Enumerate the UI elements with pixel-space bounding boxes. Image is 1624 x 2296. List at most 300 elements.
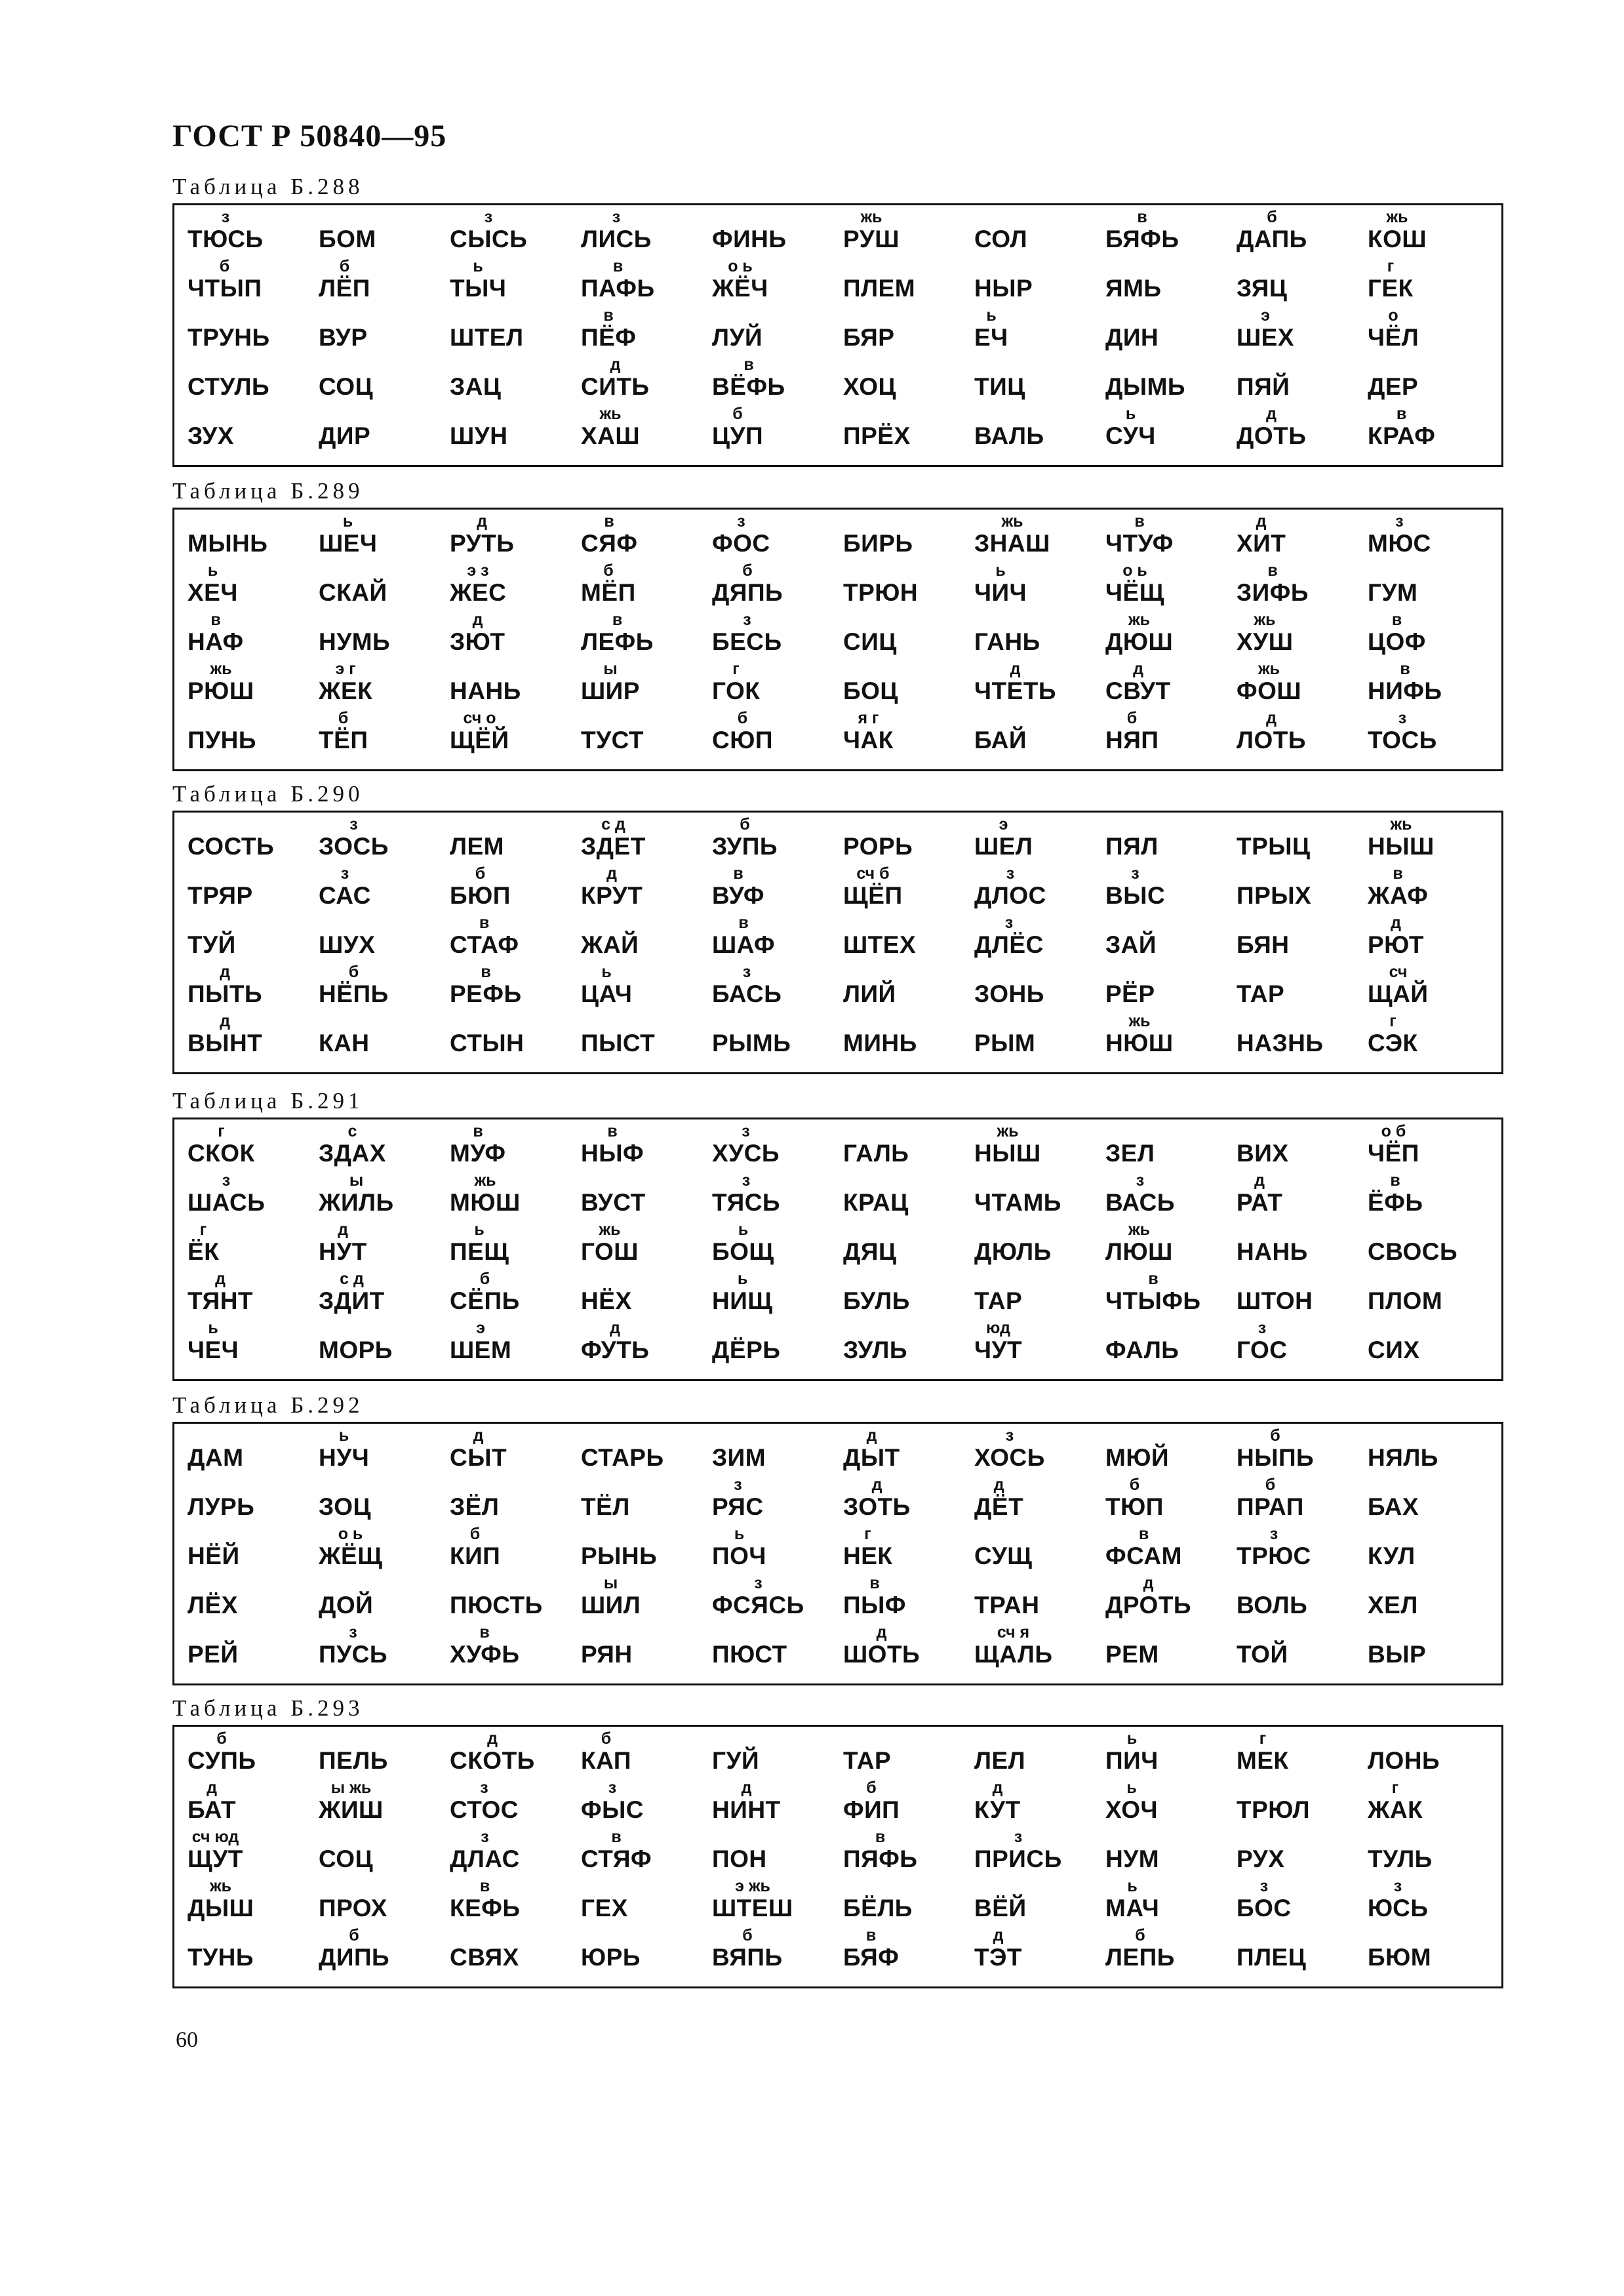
table-cell bbox=[712, 1473, 843, 1522]
table-cell bbox=[1105, 1169, 1237, 1218]
syllable-word: ЧУТ bbox=[974, 1337, 1023, 1363]
superscript-mark: о ь bbox=[338, 1525, 363, 1543]
syllable-word: СЫТ bbox=[450, 1444, 507, 1471]
table-cell bbox=[843, 559, 974, 608]
table-cell bbox=[188, 1218, 319, 1267]
syllable-word: БОС bbox=[1237, 1895, 1292, 1922]
table-cell bbox=[1105, 559, 1237, 608]
superscript-mark: з bbox=[1259, 1877, 1269, 1895]
syllable-word: ВЁЙ bbox=[974, 1895, 1027, 1922]
syllable-word: ПЫТЬ bbox=[188, 980, 263, 1007]
table-cell bbox=[188, 608, 319, 657]
syllable-word: НЯЛЬ bbox=[1368, 1444, 1438, 1471]
syllable-word: ЧТЫП bbox=[188, 275, 262, 302]
syllable-word: РЕЙ bbox=[188, 1641, 239, 1668]
table-cell bbox=[712, 510, 843, 559]
table-cell bbox=[1368, 1825, 1499, 1874]
syllable-word: ПЕЛЬ bbox=[319, 1747, 388, 1774]
table-cell bbox=[450, 1009, 581, 1058]
table-cell bbox=[319, 1776, 450, 1825]
syllable-word: БАТ bbox=[188, 1796, 237, 1823]
syllable-word: СЮП bbox=[712, 727, 773, 754]
table-cell bbox=[1237, 205, 1368, 254]
table-cell bbox=[450, 862, 581, 911]
table-cell bbox=[319, 1571, 450, 1621]
syllable-word: БЯФЬ bbox=[1105, 226, 1179, 252]
table-cell bbox=[450, 1218, 581, 1267]
table-cell bbox=[712, 1169, 843, 1218]
syllable-word: ВУФ bbox=[712, 882, 764, 909]
syllable-word: ТУЙ bbox=[188, 931, 236, 958]
table-cell bbox=[843, 862, 974, 911]
syllable-word: РЁР bbox=[1105, 980, 1155, 1007]
superscript-mark: б bbox=[732, 405, 743, 423]
superscript-mark: б bbox=[742, 1926, 753, 1944]
table-cell bbox=[450, 1267, 581, 1316]
table-cell bbox=[188, 1825, 319, 1874]
syllable-word: КРАЦ bbox=[843, 1189, 909, 1216]
syllable-word: ХУШ bbox=[1237, 628, 1294, 655]
table-row bbox=[188, 1825, 1501, 1874]
table-cell bbox=[319, 911, 450, 960]
table-cell bbox=[1368, 304, 1499, 353]
syllable-word: ХУФЬ bbox=[450, 1641, 520, 1668]
superscript-mark: в bbox=[865, 1926, 877, 1944]
syllable-word: ВЫНТ bbox=[188, 1030, 263, 1057]
superscript-mark: жь bbox=[474, 1171, 496, 1190]
table-cell bbox=[581, 559, 712, 608]
syllable-word: СУЧ bbox=[1105, 422, 1156, 449]
table-cell bbox=[1237, 1218, 1368, 1267]
superscript-mark: ь bbox=[1127, 1877, 1138, 1895]
syllable-word: ЗЁЛ bbox=[450, 1493, 500, 1520]
syllable-word: ФИНЬ bbox=[712, 226, 787, 252]
syllable-word: ДЫШ bbox=[188, 1895, 254, 1922]
table-cell bbox=[581, 706, 712, 755]
syllable-word: ШЕМ bbox=[450, 1337, 512, 1363]
superscript-mark: э bbox=[476, 1319, 485, 1337]
table-cell bbox=[1368, 1119, 1499, 1169]
superscript-mark: ь bbox=[734, 1525, 745, 1543]
table-row bbox=[188, 1009, 1501, 1058]
syllable-word: КИП bbox=[450, 1542, 501, 1569]
table-cell bbox=[450, 510, 581, 559]
table-row bbox=[188, 1218, 1501, 1267]
syllable-word: КРАФ bbox=[1368, 422, 1436, 449]
syllable-word: ПЯЙ bbox=[1237, 373, 1290, 400]
table-cell bbox=[1105, 657, 1237, 706]
syllable-word: ЩЁЙ bbox=[450, 727, 509, 754]
syllable-word: ТЭТ bbox=[974, 1944, 1023, 1971]
syllable-word: ХАШ bbox=[581, 422, 641, 449]
superscript-mark: д bbox=[993, 1926, 1004, 1944]
table-cell bbox=[1237, 510, 1368, 559]
superscript-mark: жь bbox=[599, 1220, 621, 1239]
table-cell bbox=[581, 1316, 712, 1365]
superscript-mark: э жь bbox=[735, 1877, 770, 1895]
syllable-word: ВАЛЬ bbox=[974, 422, 1044, 449]
superscript-mark: б bbox=[603, 561, 614, 580]
syllable-word: СТУЛЬ bbox=[188, 373, 270, 400]
table-cell bbox=[974, 657, 1105, 706]
table-cell bbox=[450, 813, 581, 862]
syllable-word: ДЫМЬ bbox=[1105, 373, 1185, 400]
syllable-word: ЖЁЧ bbox=[712, 275, 768, 302]
syllable-word: НИЩ bbox=[712, 1287, 773, 1314]
syllable-word: ЗЕЛ bbox=[1105, 1140, 1155, 1167]
syllable-word: РЫНЬ bbox=[581, 1542, 658, 1569]
syllable-word: ГЕХ bbox=[581, 1895, 628, 1922]
table-cell bbox=[319, 813, 450, 862]
syllable-word: ТРЫЦ bbox=[1237, 833, 1311, 860]
table-cell bbox=[843, 353, 974, 402]
syllable-word: ШЕЛ bbox=[974, 833, 1033, 860]
syllable-word: ТОЙ bbox=[1237, 1641, 1288, 1668]
table-cell bbox=[712, 1218, 843, 1267]
table-cell bbox=[843, 608, 974, 657]
syllable-word: ФЫС bbox=[581, 1796, 644, 1823]
table-cell bbox=[450, 1169, 581, 1218]
superscript-mark: в bbox=[1400, 660, 1410, 678]
table-caption: Таблица Б.290 bbox=[172, 781, 364, 807]
table-row bbox=[188, 1727, 1501, 1776]
table-row bbox=[188, 706, 1501, 755]
syllable-word: ЗИФЬ bbox=[1237, 579, 1309, 606]
syllable-word: ДОТЬ bbox=[1237, 422, 1307, 449]
syllable-word: ДЕР bbox=[1368, 373, 1419, 400]
table-cell bbox=[1105, 510, 1237, 559]
superscript-mark: жь bbox=[1254, 611, 1276, 629]
syllable-word: ЩАЛЬ bbox=[974, 1641, 1053, 1668]
table-cell bbox=[974, 559, 1105, 608]
superscript-mark: сч я bbox=[997, 1623, 1030, 1641]
syllable-word: БЯН bbox=[1237, 931, 1290, 958]
syllable-word: ФОС bbox=[712, 530, 770, 557]
superscript-mark: ь bbox=[995, 561, 1006, 580]
table-cell bbox=[581, 205, 712, 254]
table-cell bbox=[974, 960, 1105, 1009]
table-cell bbox=[188, 1424, 319, 1473]
syllable-word: ЛИЙ bbox=[843, 980, 896, 1007]
superscript-mark: в bbox=[612, 611, 623, 629]
superscript-mark: д bbox=[207, 1779, 217, 1797]
syllable-word: ШТЕШ bbox=[712, 1895, 793, 1922]
table-cell bbox=[450, 1621, 581, 1670]
table-cell bbox=[188, 911, 319, 960]
table-cell bbox=[1368, 1522, 1499, 1571]
syllable-word: БАХ bbox=[1368, 1493, 1419, 1520]
table-caption: Таблица Б.288 bbox=[172, 174, 364, 199]
superscript-mark: в bbox=[875, 1828, 886, 1846]
syllable-word: КУЛ bbox=[1368, 1542, 1416, 1569]
superscript-mark: д bbox=[992, 1779, 1003, 1797]
syllable-word: ЛЁХ bbox=[188, 1592, 238, 1619]
superscript-mark: б bbox=[1267, 208, 1277, 226]
table-cell bbox=[581, 1923, 712, 1973]
superscript-mark: ь bbox=[473, 257, 483, 275]
syllable-word: ЛЕЛ bbox=[974, 1747, 1026, 1774]
table-cell bbox=[450, 559, 581, 608]
syllable-word: БОМ bbox=[319, 226, 376, 252]
syllable-word: ЖАЙ bbox=[581, 931, 639, 958]
table-cell bbox=[319, 1874, 450, 1923]
table-cell bbox=[188, 402, 319, 451]
syllable-word: РУТЬ bbox=[450, 530, 515, 557]
syllable-word: ДЮЛЬ bbox=[974, 1238, 1052, 1265]
table-cell bbox=[1105, 960, 1237, 1009]
superscript-mark: ь bbox=[207, 561, 218, 580]
table-cell bbox=[843, 1874, 974, 1923]
table-cell bbox=[1105, 1571, 1237, 1621]
superscript-mark: э г bbox=[335, 660, 356, 678]
syllable-word: ЖЕС bbox=[450, 579, 507, 606]
superscript-mark: в bbox=[479, 1877, 490, 1895]
table-cell bbox=[1237, 1621, 1368, 1670]
table-cell bbox=[712, 1825, 843, 1874]
syllable-word: МОРЬ bbox=[319, 1337, 393, 1363]
syllable-word: МУФ bbox=[450, 1140, 506, 1167]
table-row bbox=[188, 254, 1501, 304]
word-table bbox=[172, 475, 1503, 771]
table-cell bbox=[450, 1522, 581, 1571]
table-cell bbox=[843, 657, 974, 706]
syllable-word: ЗАЦ bbox=[450, 373, 502, 400]
table-row bbox=[188, 1119, 1501, 1169]
table-cell bbox=[1368, 1316, 1499, 1365]
syllable-word: ГОС bbox=[1237, 1337, 1288, 1363]
superscript-mark: з bbox=[612, 208, 621, 226]
superscript-mark: в bbox=[1138, 1525, 1149, 1543]
syllable-word: ЗЮТ bbox=[450, 628, 505, 655]
table-cell bbox=[843, 205, 974, 254]
superscript-mark: в bbox=[612, 257, 624, 275]
table-cell bbox=[1368, 1874, 1499, 1923]
table-cell bbox=[581, 608, 712, 657]
syllable-word: СВОСЬ bbox=[1368, 1238, 1458, 1265]
syllable-word: ЩУТ bbox=[188, 1845, 243, 1872]
superscript-mark: д bbox=[741, 1779, 752, 1797]
superscript-mark: б bbox=[1265, 1476, 1276, 1494]
table-row bbox=[188, 1923, 1501, 1973]
table-cell bbox=[712, 1571, 843, 1621]
superscript-mark: э bbox=[999, 815, 1008, 834]
syllable-word: МЮШ bbox=[450, 1189, 521, 1216]
syllable-word: ХОСЬ bbox=[974, 1444, 1045, 1471]
syllable-word: ЖЁЩ bbox=[319, 1542, 383, 1569]
table-cell bbox=[712, 559, 843, 608]
table-cell bbox=[712, 911, 843, 960]
superscript-mark: б bbox=[737, 709, 748, 727]
syllable-word: ЛУРЬ bbox=[188, 1493, 255, 1520]
table-cell bbox=[1105, 1923, 1237, 1973]
superscript-mark: ь bbox=[338, 1426, 349, 1445]
table-cell bbox=[1105, 1424, 1237, 1473]
superscript-mark: г bbox=[218, 1122, 225, 1140]
syllable-word: ЛОНЬ bbox=[1368, 1747, 1440, 1774]
table-cell bbox=[450, 1727, 581, 1776]
syllable-word: БУЛЬ bbox=[843, 1287, 910, 1314]
superscript-mark: з bbox=[222, 1171, 231, 1190]
table-cell bbox=[1105, 1218, 1237, 1267]
syllable-word: ЛЕПЬ bbox=[1105, 1944, 1175, 1971]
table-cell bbox=[581, 254, 712, 304]
syllable-word: ТАР bbox=[843, 1747, 892, 1774]
syllable-word: ДЛАС bbox=[450, 1845, 520, 1872]
table-cell bbox=[581, 304, 712, 353]
superscript-mark: ы bbox=[603, 1574, 618, 1592]
syllable-word: ХЕЧ bbox=[188, 579, 238, 606]
syllable-word: ЗОСЬ bbox=[319, 833, 389, 860]
syllable-word: ЗОТЬ bbox=[843, 1493, 911, 1520]
table-cell bbox=[1368, 657, 1499, 706]
superscript-mark: з bbox=[221, 208, 230, 226]
table-cell bbox=[450, 1424, 581, 1473]
syllable-word: ЧИЧ bbox=[974, 579, 1027, 606]
table-cell bbox=[450, 1825, 581, 1874]
syllable-word: КАП bbox=[581, 1747, 631, 1774]
table-cell bbox=[974, 1571, 1105, 1621]
syllable-word: ТЫЧ bbox=[450, 275, 507, 302]
superscript-mark: б bbox=[219, 257, 230, 275]
table-cell bbox=[974, 1522, 1105, 1571]
syllable-word: ЗЯЦ bbox=[1237, 275, 1288, 302]
table-cell bbox=[1237, 1473, 1368, 1522]
superscript-mark: э bbox=[1261, 306, 1270, 325]
syllable-word: ДЛОС bbox=[974, 882, 1046, 909]
table-cell bbox=[188, 1009, 319, 1058]
superscript-mark: д bbox=[220, 1012, 230, 1030]
table-cell bbox=[1368, 1169, 1499, 1218]
table-cell bbox=[974, 205, 1105, 254]
superscript-mark: г bbox=[864, 1525, 871, 1543]
table-caption: Таблица Б.289 bbox=[172, 478, 364, 504]
syllable-word: ПЯЛ bbox=[1105, 833, 1159, 860]
syllable-word: ПРЫХ bbox=[1237, 882, 1312, 909]
table-cell bbox=[1368, 862, 1499, 911]
syllable-word: НЫР bbox=[974, 275, 1033, 302]
table-cell bbox=[843, 510, 974, 559]
table-cell bbox=[581, 1009, 712, 1058]
syllable-word: СТАФ bbox=[450, 931, 519, 958]
superscript-mark: б bbox=[475, 864, 486, 883]
table-cell bbox=[712, 1267, 843, 1316]
superscript-mark: д bbox=[338, 1220, 348, 1239]
superscript-mark: г bbox=[1389, 1012, 1396, 1030]
table-cell bbox=[1105, 1267, 1237, 1316]
table-cell bbox=[450, 205, 581, 254]
table-cell bbox=[1237, 960, 1368, 1009]
syllable-word: ЗДАХ bbox=[319, 1140, 386, 1167]
table-cell bbox=[1105, 706, 1237, 755]
superscript-mark: з bbox=[737, 512, 745, 531]
superscript-mark: в bbox=[603, 306, 614, 325]
superscript-mark: юд bbox=[986, 1319, 1010, 1337]
syllable-word: НЁЙ bbox=[188, 1542, 240, 1569]
syllable-word: ВИХ bbox=[1237, 1140, 1289, 1167]
syllable-word: ПЮСТЬ bbox=[450, 1592, 543, 1619]
superscript-mark: в bbox=[611, 1828, 622, 1846]
superscript-mark: д bbox=[1391, 914, 1401, 932]
table-row bbox=[188, 813, 1501, 862]
syllable-word: РЕФЬ bbox=[450, 980, 522, 1007]
table-caption: Таблица Б.291 bbox=[172, 1088, 364, 1114]
table-cell bbox=[319, 1825, 450, 1874]
table-cell bbox=[319, 862, 450, 911]
syllable-word: СОСТЬ bbox=[188, 833, 275, 860]
table-grid bbox=[172, 203, 1503, 467]
table-cell bbox=[1105, 1621, 1237, 1670]
table-cell bbox=[1368, 1424, 1499, 1473]
table-cell bbox=[1105, 1825, 1237, 1874]
superscript-mark: д bbox=[610, 1319, 620, 1337]
table-cell bbox=[974, 510, 1105, 559]
syllable-word: ПРЁХ bbox=[843, 422, 911, 449]
syllable-word: ШУН bbox=[450, 422, 508, 449]
table-row bbox=[188, 304, 1501, 353]
superscript-mark: в bbox=[607, 1122, 618, 1140]
superscript-mark: д bbox=[876, 1623, 887, 1641]
table-cell bbox=[1368, 1923, 1499, 1973]
table-cell bbox=[1237, 1522, 1368, 1571]
syllable-word: ЧТЕТЬ bbox=[974, 677, 1056, 704]
syllable-word: НУМ bbox=[1105, 1845, 1160, 1872]
syllable-word: ЗОЦ bbox=[319, 1493, 371, 1520]
table-cell bbox=[581, 1424, 712, 1473]
superscript-mark: з bbox=[1005, 1426, 1014, 1445]
superscript-mark: з bbox=[484, 208, 493, 226]
superscript-mark: жь bbox=[1128, 1012, 1151, 1030]
syllable-word: ГОШ bbox=[581, 1238, 639, 1265]
table-row bbox=[188, 1874, 1501, 1923]
superscript-mark: о ь bbox=[1122, 561, 1147, 580]
syllable-word: ЩАЙ bbox=[1368, 980, 1429, 1007]
syllable-word: СТЯФ bbox=[581, 1845, 652, 1872]
syllable-word: СОЦ bbox=[319, 373, 374, 400]
syllable-word: СЁПЬ bbox=[450, 1287, 520, 1314]
table-cell bbox=[1368, 706, 1499, 755]
superscript-mark: з bbox=[1395, 512, 1404, 531]
syllable-word: РЯС bbox=[712, 1493, 764, 1520]
table-cell bbox=[974, 813, 1105, 862]
table-cell bbox=[974, 1009, 1105, 1058]
table-cell bbox=[1105, 254, 1237, 304]
syllable-word: ЧТЫФЬ bbox=[1105, 1287, 1201, 1314]
syllable-word: ТРУНЬ bbox=[188, 324, 270, 351]
syllable-word: СТОС bbox=[450, 1796, 519, 1823]
table-row bbox=[188, 862, 1501, 911]
syllable-word: РЯН bbox=[581, 1641, 633, 1668]
superscript-mark: б bbox=[348, 963, 359, 981]
table-cell bbox=[1237, 706, 1368, 755]
syllable-word: НЫПЬ bbox=[1237, 1444, 1315, 1471]
table-row bbox=[188, 205, 1501, 254]
syllable-word: БЮП bbox=[450, 882, 511, 909]
syllable-word: ПУСЬ bbox=[319, 1641, 387, 1668]
table-cell bbox=[1368, 911, 1499, 960]
table-cell bbox=[1368, 960, 1499, 1009]
superscript-mark: з bbox=[1258, 1319, 1267, 1337]
syllable-word: ШУХ bbox=[319, 931, 376, 958]
syllable-word: НЫШ bbox=[974, 1140, 1041, 1167]
syllable-word: БЯФ bbox=[843, 1944, 900, 1971]
syllable-word: ШИЛ bbox=[581, 1592, 641, 1619]
word-table bbox=[172, 778, 1503, 1074]
table-cell bbox=[319, 1267, 450, 1316]
superscript-mark: д bbox=[1133, 660, 1143, 678]
table-cell bbox=[1237, 608, 1368, 657]
table-cell bbox=[1105, 1522, 1237, 1571]
syllable-word: ЁФЬ bbox=[1368, 1189, 1423, 1216]
